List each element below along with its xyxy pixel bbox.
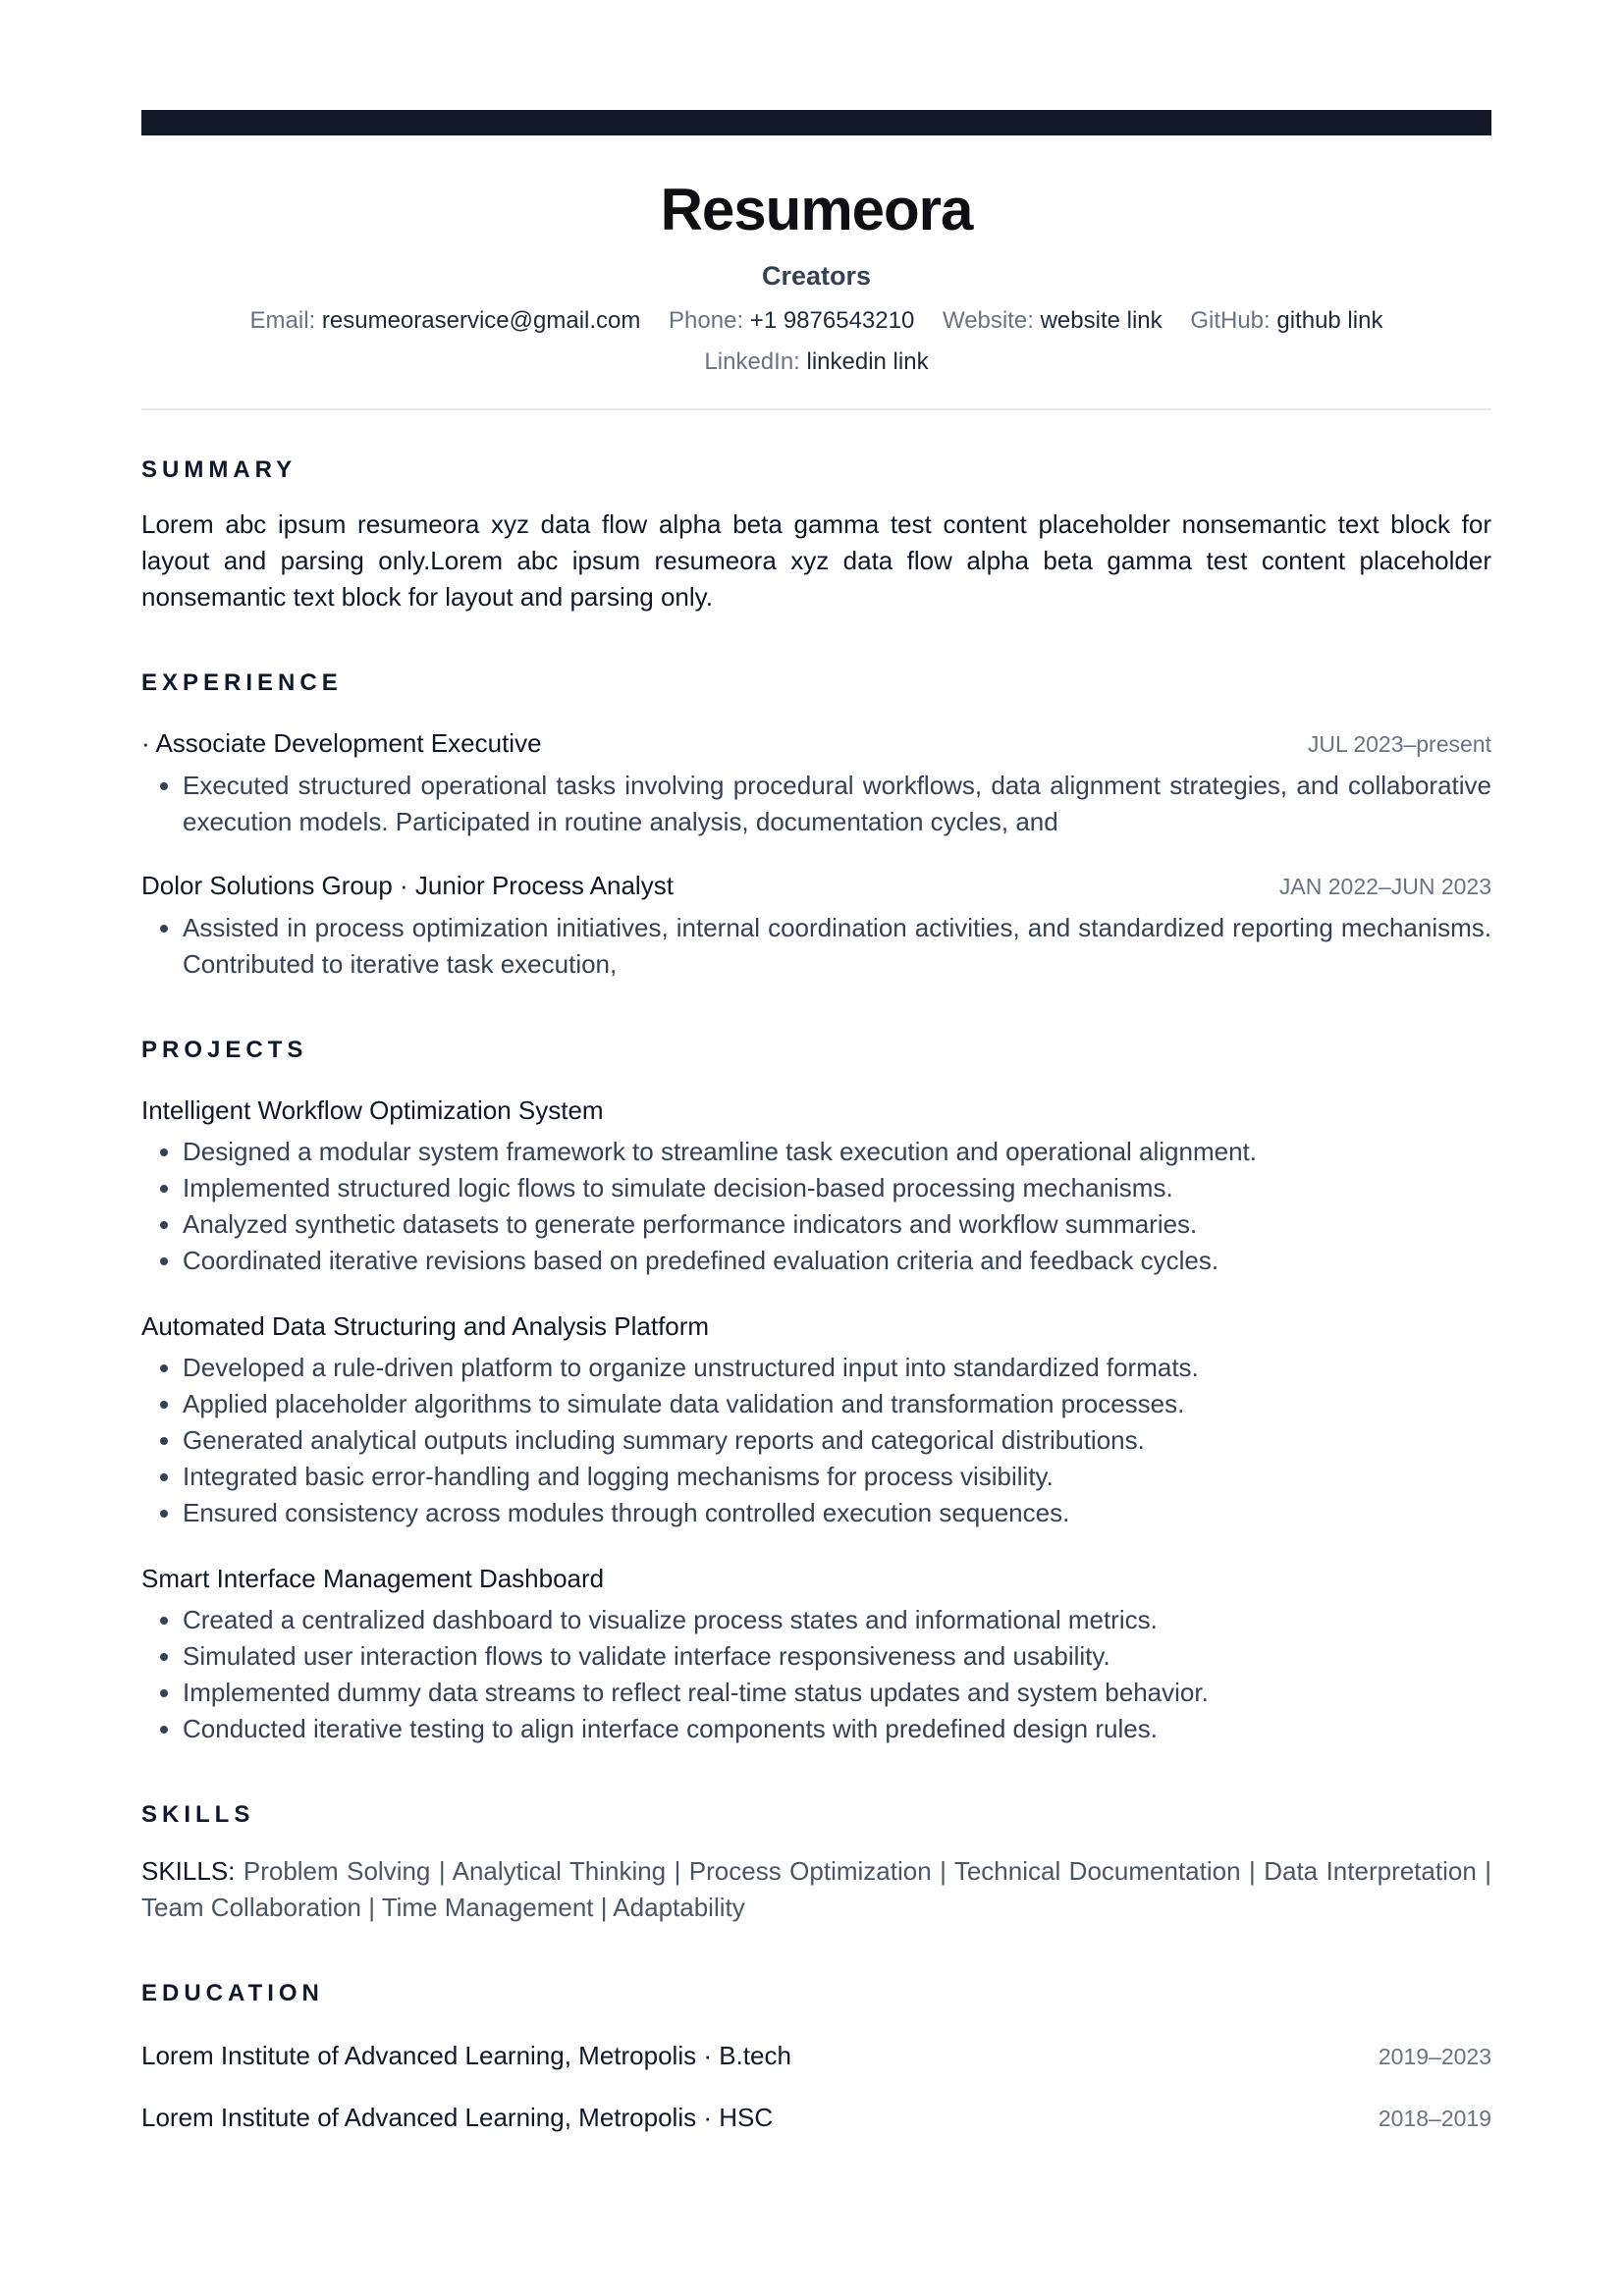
contact-value: github link xyxy=(1276,307,1383,334)
bullet-item: • Implemented structured logic flows to simulate decision-based processing mechanisms. xyxy=(183,1170,1491,1206)
bullet-item: • Simulated user interaction flows to validate interface responsiveness and usability. xyxy=(183,1638,1491,1675)
education-heading: EDUCATION xyxy=(141,1980,324,2006)
contact-value: resumeoraservice@gmail.com xyxy=(321,307,641,334)
project-title: Intelligent Workflow Optimization System xyxy=(141,1095,604,1125)
project-bullets xyxy=(141,1134,1491,1279)
education-date: 2019–2023 xyxy=(1378,2044,1491,2069)
education-section xyxy=(141,1979,1491,2136)
contact-value: +1 9876543210 xyxy=(749,307,915,334)
bullet-item: • Analyzed synthetic datasets to generate performance indicators and workflow summaries. xyxy=(183,1206,1491,1243)
bullet-item: • Created a centralized dashboard to visualize process states and informational metrics. xyxy=(183,1602,1491,1638)
project-entry xyxy=(141,1561,1491,1747)
skills-label: SKILLS: xyxy=(141,1856,236,1886)
header-accent-bar xyxy=(141,110,1491,135)
experience-bullets xyxy=(141,910,1491,983)
education-title: Lorem Institute of Advanced Learning, Metropolis · HSC xyxy=(141,2103,774,2132)
header-divider xyxy=(141,408,1491,410)
experience-title: Dolor Solutions Group · Junior Process Analyst xyxy=(141,871,674,900)
contact-website[interactable] xyxy=(943,300,1163,342)
experience-bullets xyxy=(141,768,1491,840)
project-bullets xyxy=(141,1350,1491,1531)
skills-section xyxy=(141,1800,1491,1926)
resume-page xyxy=(141,110,1491,2136)
skills-list: Problem Solving | Analytical Thinking | Process Optimization | Technical Documentation | Data Interpretation | Team Collaboration | Time Management | Adaptability xyxy=(141,1856,1491,1922)
experience-date: JAN 2022–JUN 2023 xyxy=(1278,874,1491,899)
experience-title: · Associate Development Executive xyxy=(141,728,542,758)
bullet-item: • Generated analytical outputs including summary reports and categorical distributions. xyxy=(183,1422,1491,1459)
projects-heading: PROJECTS xyxy=(141,1037,308,1063)
contact-phone[interactable] xyxy=(669,300,914,342)
contact-value: linkedin link xyxy=(806,348,929,375)
contact-label: Website: xyxy=(942,307,1034,334)
bullet-item: • Implemented dummy data streams to reflect real-time status updates and system behavior. xyxy=(183,1675,1491,1711)
contact-line xyxy=(141,300,1491,383)
summary-heading: SUMMARY xyxy=(141,456,298,483)
bullet-item: • Coordinated iterative revisions based on predefined evaluation criteria and feedback cycles. xyxy=(183,1243,1491,1279)
project-entry xyxy=(141,1093,1491,1279)
education-entry xyxy=(141,2100,1491,2136)
bullet-item: • Integrated basic error-handling and logging mechanisms for process visibility. xyxy=(183,1459,1491,1495)
bullet-item: • Designed a modular system framework to streamline task execution and operational alignment. xyxy=(183,1134,1491,1170)
project-title: Automated Data Structuring and Analysis Platform xyxy=(141,1311,710,1341)
summary-text: Lorem abc ipsum resumeora xyz data flow alpha beta gamma test content placeholder nonsemantic text block for layout and parsing only.Lorem abc ipsum resumeora xyz data flow alpha beta gamma test content placeholder nonsemantic text block for layout and parsing only. xyxy=(141,509,1491,612)
project-title: Smart Interface Management Dashboard xyxy=(141,1564,605,1593)
contact-label: GitHub: xyxy=(1190,307,1271,334)
bullet-item: • Applied placeholder algorithms to simulate data validation and transformation processes. xyxy=(183,1386,1491,1422)
contact-email[interactable] xyxy=(250,300,641,342)
education-title: Lorem Institute of Advanced Learning, Metropolis · B.tech xyxy=(141,2041,791,2070)
candidate-title: Creators xyxy=(761,261,872,291)
contact-github[interactable] xyxy=(1190,300,1382,342)
bullet-item: • Executed structured operational tasks involving procedural workflows, data alignment strategies, and collaborative execution models. Participated in routine analysis, documentation cycles, and xyxy=(183,768,1491,840)
project-bullets xyxy=(141,1602,1491,1747)
education-date: 2018–2019 xyxy=(1378,2106,1491,2131)
bullet-item: • Ensured consistency across modules through controlled execution sequences. xyxy=(183,1495,1491,1531)
candidate-name: Resumeora xyxy=(660,177,973,242)
skills-text xyxy=(141,1853,1491,1926)
contact-value: website link xyxy=(1040,307,1163,334)
contact-label: Email: xyxy=(249,307,316,334)
experience-heading: EXPERIENCE xyxy=(141,669,343,696)
experience-entry xyxy=(141,868,1491,983)
experience-section xyxy=(141,668,1491,983)
education-entry xyxy=(141,2038,1491,2074)
bullet-item: • Assisted in process optimization initiatives, internal coordination activities, and standardized reporting mechanisms. Contributed to iterative task execution, xyxy=(183,910,1491,983)
experience-entry xyxy=(141,725,1491,840)
projects-section xyxy=(141,1036,1491,1747)
skills-heading: SKILLS xyxy=(141,1801,255,1828)
contact-linkedin[interactable] xyxy=(704,342,928,383)
contact-label: LinkedIn: xyxy=(704,348,800,375)
experience-date: JUL 2023–present xyxy=(1307,731,1491,757)
contact-label: Phone: xyxy=(669,307,744,334)
bullet-item: • Developed a rule-driven platform to organize unstructured input into standardized formats. xyxy=(183,1350,1491,1386)
bullet-item: • Conducted iterative testing to align interface components with predefined design rules. xyxy=(183,1711,1491,1747)
project-entry xyxy=(141,1308,1491,1531)
